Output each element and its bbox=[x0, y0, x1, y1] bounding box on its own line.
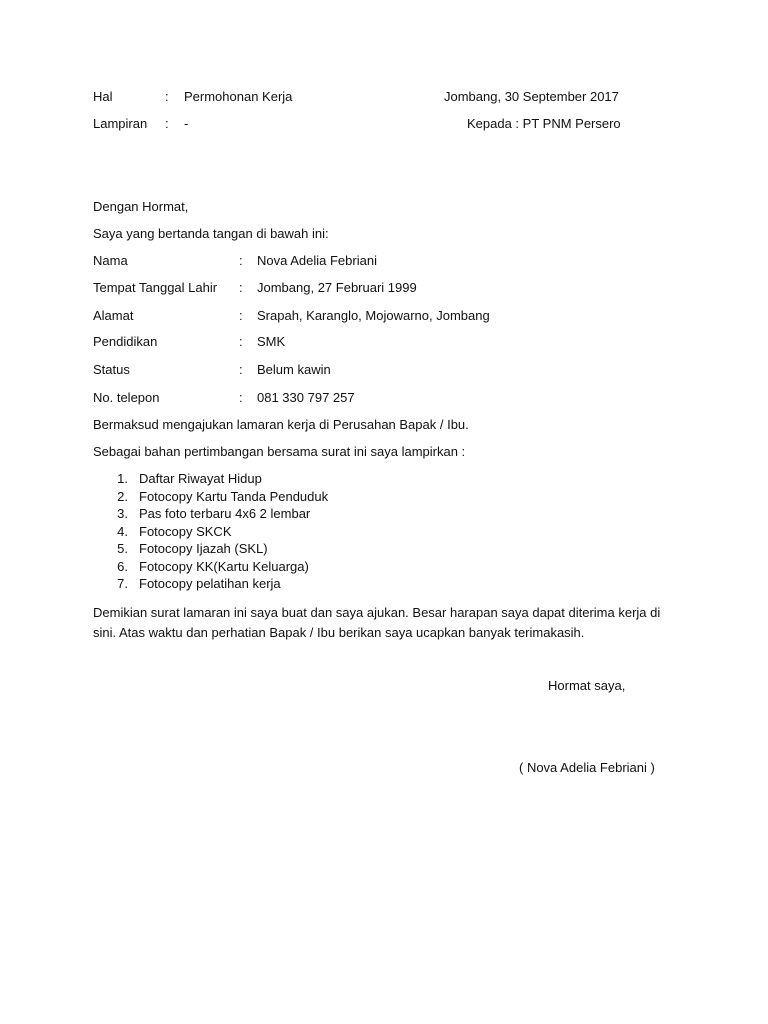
list-item-number: 4. bbox=[117, 524, 128, 539]
field-colon: : bbox=[239, 280, 243, 295]
field-colon: : bbox=[239, 362, 243, 377]
list-item: Pas foto terbaru 4x6 2 lembar bbox=[139, 506, 311, 521]
list-item: Fotocopy Ijazah (SKL) bbox=[139, 541, 268, 556]
field-label: Status bbox=[93, 362, 130, 377]
field-label: Pendidikan bbox=[93, 334, 158, 349]
lampiran-label: Lampiran bbox=[93, 116, 148, 131]
purpose-text: Bermaksud mengajukan lamaran kerja di Perusahan Bapak / Ibu. bbox=[93, 417, 469, 432]
list-item-number: 5. bbox=[117, 541, 128, 556]
list-item-number: 6. bbox=[117, 559, 128, 574]
field-value-birth: Jombang, 27 Februari 1999 bbox=[257, 280, 417, 295]
list-item-number: 7. bbox=[117, 576, 128, 591]
hal-colon: : bbox=[165, 89, 169, 104]
field-value-name: Nova Adelia Febriani bbox=[257, 253, 377, 268]
closing-paragraph: Demikian surat lamaran ini saya buat dan saya ajukan. Besar harapan saya dapat diterima kerja di sini. Atas waktu dan perhatian Bapak / Ibu berikan saya ucapkan banyak terimakasih. bbox=[93, 605, 661, 640]
intro-text: Saya yang bertanda tangan di bawah ini: bbox=[93, 226, 329, 241]
list-item: Fotocopy pelatihan kerja bbox=[139, 576, 281, 591]
signoff: Hormat saya, bbox=[548, 678, 626, 693]
field-value-status: Belum kawin bbox=[257, 362, 331, 377]
list-item: Fotocopy KK(Kartu Keluarga) bbox=[139, 559, 309, 574]
field-label: Alamat bbox=[93, 308, 134, 323]
field-colon: : bbox=[239, 334, 243, 349]
attachments-intro: Sebagai bahan pertimbangan bersama surat ini saya lampirkan : bbox=[93, 444, 466, 459]
list-item-number: 3. bbox=[117, 506, 128, 521]
field-colon: : bbox=[239, 253, 243, 268]
signature-name: ( Nova Adelia Febriani ) bbox=[519, 760, 655, 775]
place-date: Jombang, 30 September 2017 bbox=[444, 89, 619, 104]
greeting: Dengan Hormat, bbox=[93, 199, 189, 214]
list-item: Fotocopy SKCK bbox=[139, 524, 232, 539]
list-item: Daftar Riwayat Hidup bbox=[139, 471, 262, 486]
hal-label: Hal bbox=[93, 89, 113, 104]
field-label: Tempat Tanggal Lahir bbox=[93, 280, 218, 295]
hal-value: Permohonan Kerja bbox=[184, 89, 293, 104]
field-value-phone: 081 330 797 257 bbox=[257, 390, 355, 405]
field-colon: : bbox=[239, 390, 243, 405]
field-label: Nama bbox=[93, 253, 128, 268]
lampiran-colon: : bbox=[165, 116, 169, 131]
lampiran-value: - bbox=[184, 116, 189, 131]
field-value-education: SMK bbox=[257, 334, 286, 349]
field-label: No. telepon bbox=[93, 390, 160, 405]
list-item-number: 2. bbox=[117, 489, 128, 504]
field-colon: : bbox=[239, 308, 243, 323]
recipient: Kepada : PT PNM Persero bbox=[467, 116, 621, 131]
list-item-number: 1. bbox=[117, 471, 128, 486]
field-value-address: Srapah, Karanglo, Mojowarno, Jombang bbox=[257, 308, 490, 323]
list-item: Fotocopy Kartu Tanda Penduduk bbox=[139, 489, 329, 504]
